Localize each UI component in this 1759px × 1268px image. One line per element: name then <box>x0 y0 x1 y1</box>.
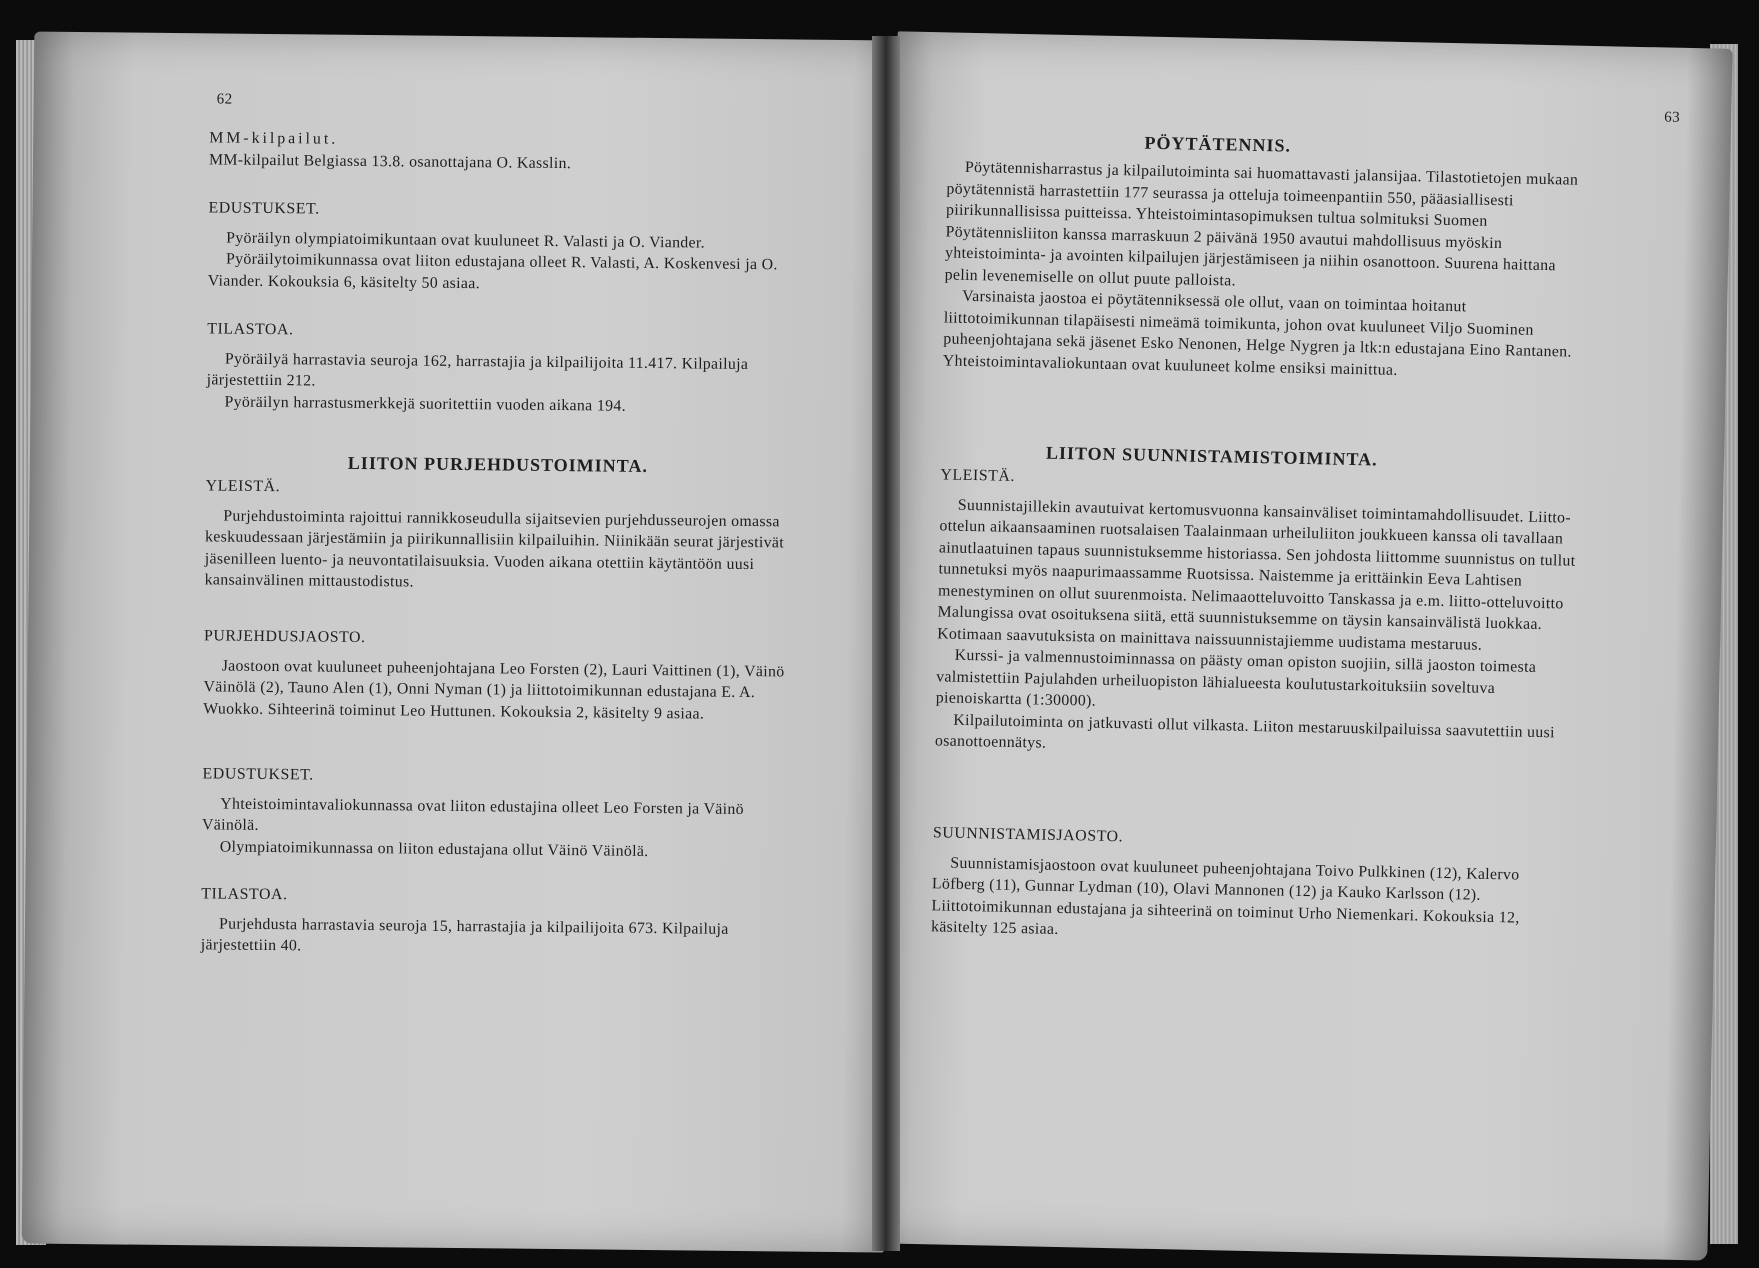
mm-heading: MM-kilpailut. <box>209 129 339 148</box>
yleista-section <box>935 464 1579 765</box>
edustukset-section-1 <box>208 197 809 297</box>
edustukset-section-2 <box>202 763 803 863</box>
right-page <box>872 31 1732 1260</box>
page-number: 63 <box>1663 109 1681 126</box>
yleista-paragraph: Kurssi- ja valmennustoiminnassa on päästy oman opiston suojiin, sillä jaoston toimesta valmistettiin Pajulahden urheiluopiston lähialueesta koulutustarkoituksiin soveltuva pienoiskartta (1:30000). <box>935 646 1537 710</box>
suunnistamisjaosto-section <box>931 822 1571 951</box>
yleista-heading: YLEISTÄ. <box>205 477 281 496</box>
left-page <box>22 32 897 1253</box>
section-title: LIITON PURJEHDUSTOIMINTA. <box>347 452 649 476</box>
section-title: PÖYTÄTENNIS. <box>1144 132 1292 156</box>
tilastoa-section-2 <box>201 883 802 962</box>
page-number: 62 <box>216 91 233 108</box>
tilastoa-heading: TILASTOA. <box>201 885 288 904</box>
tilastoa-section-1 <box>206 318 807 418</box>
purjehdusjaosto-paragraph: Jaostoon ovat kuuluneet puheenjohtajana Leo Forsten (2), Lauri Vaittinen (1), Väinö Väinölä (2), Tauno Alen (1), Onni Nyman (1) ja liittotoimikunnan edustajana E. A. Wuokko. Sihteerinä toiminut Leo Huttunen. Kokouksia 2, käsitelty 9 asiaa. <box>203 657 785 723</box>
yleista-heading: YLEISTÄ. <box>940 466 1016 485</box>
purjehdusjaosto-section <box>203 625 804 725</box>
mm-text: MM-kilpailut Belgiassa 13.8. osanottajana O. Kasslin. <box>208 150 572 172</box>
mm-section <box>209 127 809 176</box>
book-gutter <box>872 36 900 1251</box>
yleista-paragraph: Purjehdustoiminta rajoittui rannikkoseudulla sijaitsevien purjehdusseurojen omassa keskuudessaan järjestämiin ja piirikunnallisiin kilpailuihin. Niinikään seurat järjestivät jäsenilleen luento- ja neuvontatilaisuuksia. Vuoden aikana otettiin käytäntöön uusi kansainvälinen mittaustodistus. <box>204 507 785 591</box>
yleista-paragraph: Suunnistajillekin avautuivat kertomusvuonna kansainväliset toimintamahdollisuudet. Liitto-ottelun aikaansaaminen ruotsalaisen Taalainmaan urheiluliiton joukkueen kanssa oli tavallaan ainutlaatuinen tapaus suunnistuksemme historiassa. Sen johdosta liittomme suunnistus on tullut tunnetuksi myös naapurimaassamme Ruotsissa. Naistemme ja erittäinkin Eeva Lahtisen menestyminen on ollut suurenmoista. Nelimaaotteluvoitto Tanskassa ja e.m. liitto-otteluvoitto Malungissa ovat osoituksena siitä, että suunnistuksemme on täysin kansainvälistä luokkaa. Kotimaan saavutuksista on mainittava naissuunnistajiemme uudistama mestaruus. <box>937 496 1576 654</box>
edustukset-paragraph: Yhteistoimintavaliokunnassa ovat liiton edustajina olleet Leo Forsten ja Väinö Väinölä. <box>201 795 744 834</box>
suunnistamisjaosto-paragraph: Suunnistamisjaostoon ovat kuuluneet puheenjohtajana Toivo Pulkkinen (12), Kalervo Löfberg (11), Gunnar Lydman (10), Olavi Mannonen (12) ja Kauko Karlsson (12). Liittotoimikunnan edustajana ja sihteerinä on toiminut Urho Niemenkari. Kokouksia 12, käsitelty 125 asiaa. <box>930 854 1520 938</box>
tilastoa-heading: TILASTOA. <box>207 320 294 339</box>
edustukset-paragraph: Pyöräilyn olympiatoimikuntaan ovat kuuluneet R. Valasti ja O. Viander. <box>226 229 706 252</box>
yleista-paragraph: Kilpailutoiminta on jatkuvasti ollut vilkasta. Liiton mestaruuskilpailuissa saavutettiin uusi osanottoennätys. <box>934 711 1556 752</box>
purjehdusjaosto-heading: PURJEHDUSJAOSTO. <box>203 627 366 647</box>
tilastoa-paragraph: Pyöräilyn harrastusmerkkejä suoritettiin vuoden aikana 194. <box>224 393 627 415</box>
tilastoa-paragraph: Pyöräilyä harrastavia seuroja 162, harrastajia ja kilpailijoita 11.417. Kilpailuja järjestettiin 212. <box>206 350 749 390</box>
tilastoa-paragraph: Purjehdusta harrastavia seuroja 15, harrastajia ja kilpailijoita 673. Kilpailuja järjestettiin 40. <box>200 915 729 955</box>
yleista-section <box>205 475 806 597</box>
suunnistamisjaosto-heading: SUUNNISTAMISJAOSTO. <box>932 824 1124 846</box>
section-title: LIITON SUUNNISTAMISTOIMINTA. <box>1045 442 1378 470</box>
poytatennis-section <box>943 156 1585 384</box>
edustukset-paragraph: Olympiatoimikunnassa on liiton edustajana ollut Väinö Väinölä. <box>219 838 649 860</box>
edustukset-paragraph: Pyöräilytoimikunnassa ovat liiton edustajana olleet R. Valasti, A. Koskenvesi ja O. Viander. Kokouksia 6, käsitelty 50 asiaa. <box>207 250 778 292</box>
poytatennis-paragraph: Pöytätennisharrastus ja kilpailutoiminta sai huomattavasti jalansijaa. Tilastotietojen mukaan pöytätennistä harrastettiin 177 seurassa ja otteluja toimeenpantiin 550, pääasiallisesti piirikunnallisissa puitteissa. Yhteistoimintasopimuksen tultua solmituksi Suomen Pöytätennisliiton kanssa marraskuun 2 päivänä 1950 avautui mahdollisuus myöskin yhteistoiminta- ja avointen kilpailujen järjestämiseen ja niihin osanottoon. Suurena haittana pelin levenemiselle on ollut puute palloista. <box>944 158 1579 290</box>
edustukset-heading: EDUSTUKSET. <box>202 765 314 784</box>
poytatennis-paragraph: Varsinaista jaostoa ei pöytätenniksessä ole ollut, vaan on toimintaa hoitanut liittotoimikunnan tilapäisesti nimeämä toimikunta, johon ovat kuuluneet Viljo Suominen puheenjohtajana sekä jäsenet Esko Nenonen, Helge Nygren ja ltk:n edustajana Eino Rantanen. Yhteistoimintavaliokuntaan ovat kuuluneet kolme ensiksi mainittua. <box>942 287 1572 379</box>
edustukset-heading: EDUSTUKSET. <box>208 199 320 218</box>
